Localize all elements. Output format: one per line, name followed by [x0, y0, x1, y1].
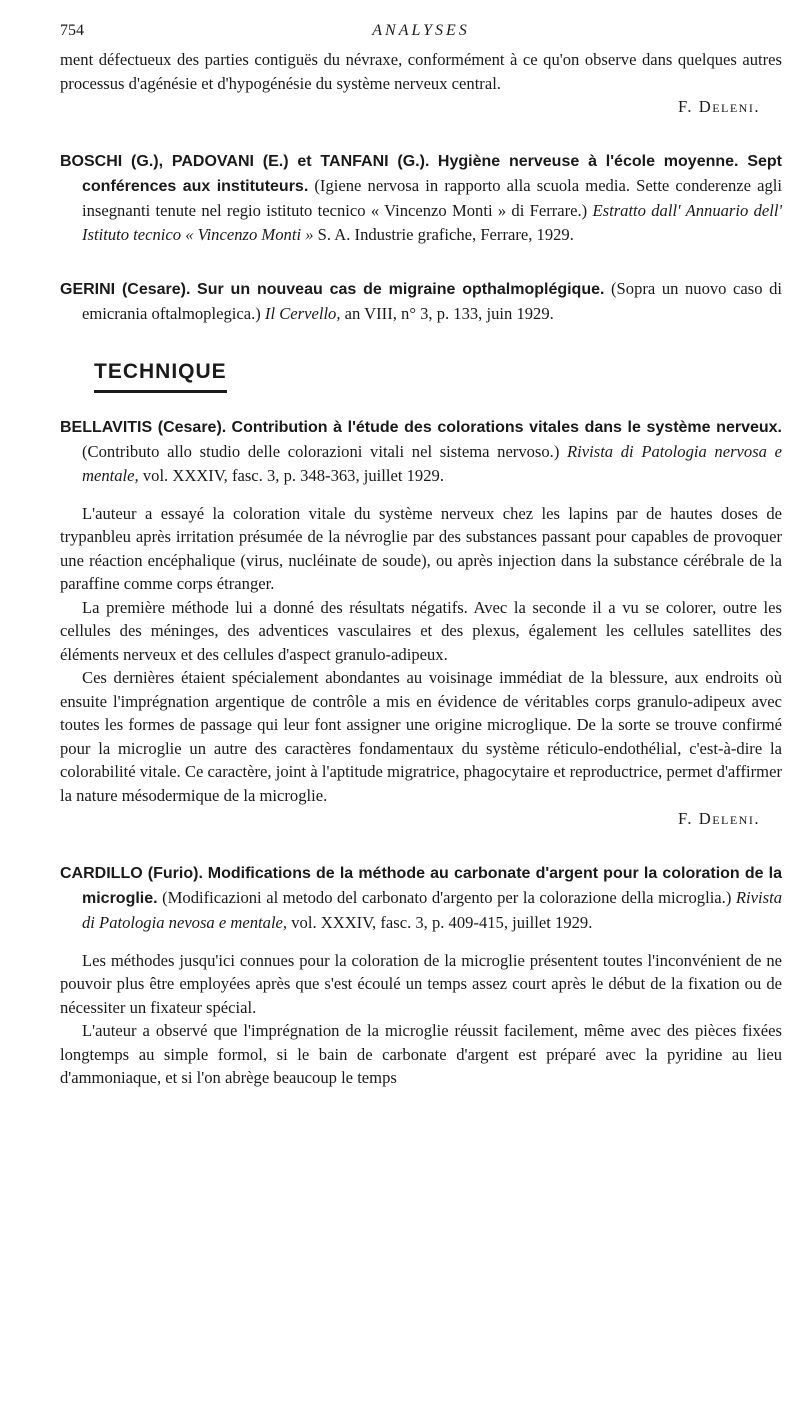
- entry-original-title: (Igiene nervosa in rapporto alla scuola media. Sette conderenze agli insegnanti tenute nel regio istituto tecnico « Vincenzo Monti » di Ferrare.): [82, 175, 782, 220]
- review-paragraph: Les méthodes jusqu'ici connues pour la coloration de la microglie présentent toutes l'inconvénient de ne pouvoir plus être employées après que s'est écoulé un temps assez court après le début de la fixation ou de nécessiter un fixateur spécial.: [60, 950, 782, 1017]
- entry-details: vol. XXXIV, fasc. 3, p. 409-415, juillet 1929.: [291, 912, 593, 932]
- entry-title: Contribution à l'étude des colorations vitales dans le système nerveux.: [231, 418, 782, 436]
- entry-publisher: S. A. Industrie grafiche, Ferrare, 1929.: [317, 224, 574, 244]
- entry-original-title: (Contributo allo studio delle colorazioni vitali nel sistema nervoso.): [82, 441, 560, 461]
- entry-details: an VIII, n° 3, p. 133, juin 1929.: [344, 303, 554, 323]
- entry-authors: GERINI (Cesare).: [60, 280, 191, 298]
- entry-source: Il Cervello,: [264, 303, 341, 323]
- entry-details: vol. XXXIV, fasc. 3, p. 348-363, juillet 1929.: [142, 465, 444, 485]
- entry-source: Rivista di Patologia nervosa e mentale,: [82, 441, 782, 485]
- review-paragraph: Ces dernières étaient spécialement abondantes au voisinage immédiat de la blessure, aux endroits où ensuite l'imprégnation argentique de contrôle a mis en évidence de véritables corps granulo-adipeux avec toutes les formes de passage qui leur font assigner une origine microglique. De la sorte se trouve confirmé pour la microglie un autre des caractères fondamentaux du système réticulo-endothélial, c'est-à-dire la colorabilité vitale. Ce caractère, joint à l'aptitude migratrice, phagocytaire et reproductrice, permet d'affirmer la nature mésodermique de la microglie.: [60, 668, 782, 805]
- entry-source: Rivista di Patologia nevosa e mentale,: [82, 887, 782, 932]
- section-heading: TECHNIQUE: [94, 360, 227, 393]
- entry-authors: BOSCHI (G.), PADOVANI (E.) et TANFANI (G.).: [60, 152, 430, 170]
- review-signature: F. Deleni.: [678, 97, 760, 116]
- entry-source: Estratto dall' Annuario dell' Istituto tecnico « Vincenzo Monti »: [82, 200, 782, 244]
- running-title: ANALYSES: [372, 22, 470, 39]
- entry-title: Hygiène nerveuse à l'école moyenne. Sept conférences aux instituteurs.: [82, 152, 782, 195]
- entry-title: Modifications de la méthode au carbonate d'argent pour la coloration de la microglie.: [82, 864, 783, 907]
- review-paragraph: L'auteur a essayé la coloration vitale du système nerveux chez les lapins par de hautes doses de trypanbleu après irritation présumée de la névroglie par des substances passant pour capables de provoquer une réaction encéphalique (virus, nucléinate de soude), ou après injection dans la substance cérébrale de la paraffine comme corps étranger.: [60, 503, 782, 593]
- bibliographic-entry-gerini: [60, 277, 782, 326]
- review-paragraph: L'auteur a observé que l'imprégnation de la microglie réussit facilement, même avec des pièces fixées longtemps au simple formol, si le bain de carbonate d'argent est préparé avec la pyridine au lieu d'ammoniaque, et si l'on abrège beaucoup le temps: [60, 1021, 782, 1087]
- entry-authors: BELLAVITIS (Cesare).: [60, 418, 227, 436]
- entry-original-title: (Modificazioni al metodo del carbonato d'argento per la colorazione della microglia.): [162, 887, 732, 907]
- review-signature: F. Deleni.: [678, 809, 760, 828]
- review-paragraph: La première méthode lui a donné des résultats négatifs. Avec la seconde il a vu se colorer, outre les cellules des méninges, des adventices vasculaires et des plexus, également les cellules satellites des éléments nerveux et des cellules d'aspect granulo-adipeux.: [60, 597, 782, 664]
- bibliographic-entry-bellavitis: [60, 415, 782, 488]
- entry-title: Sur un nouveau cas de migraine opthalmoplégique.: [197, 280, 605, 298]
- bibliographic-entry-cardillo: [60, 861, 782, 935]
- entry-original-title: (Sopra un nuovo caso di emicrania oftalmoplegica.): [82, 278, 782, 323]
- bibliographic-entry-boschi: [60, 149, 782, 247]
- journal-page: [60, 22, 782, 1090]
- page-number: 754: [60, 22, 84, 39]
- previous-review-ending: ment défectueux des parties contiguës du névraxe, conformément à ce qu'on observe dans quelques autres processus d'agénésie et d'hypogénésie du système nerveux central.: [60, 50, 782, 93]
- entry-authors: CARDILLO (Furio).: [60, 864, 203, 882]
- running-head: [60, 22, 782, 48]
